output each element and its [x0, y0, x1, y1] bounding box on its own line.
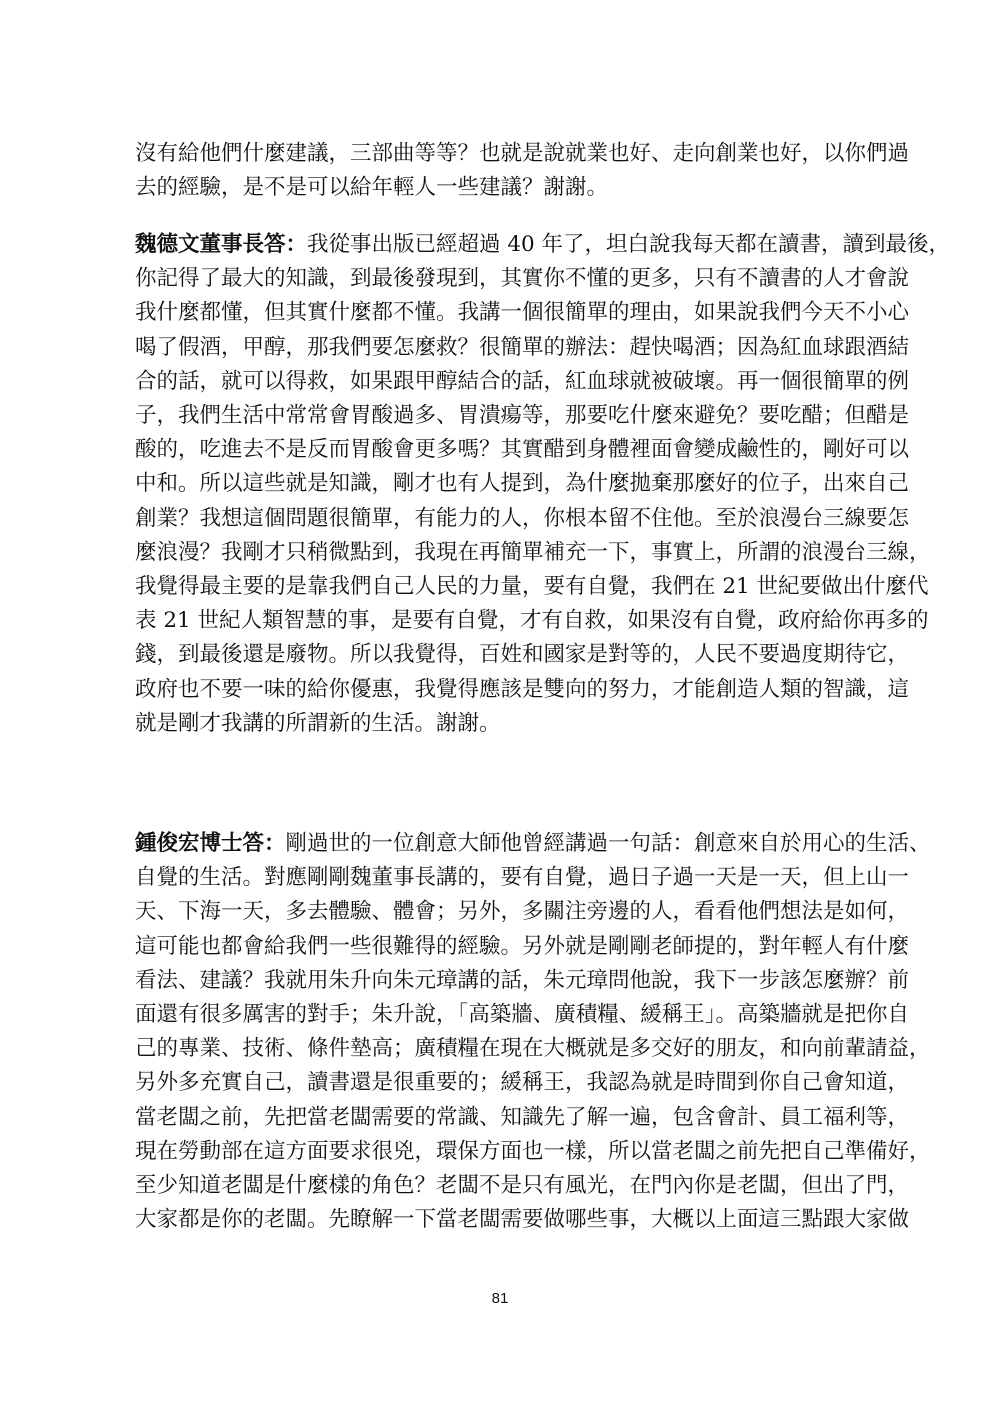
text-line — [135, 470, 910, 498]
line-text: 現在勞動部在這方面要求很兇，環保方面也一樣，所以當老闆之前先把自己準備好， — [135, 1138, 931, 1164]
text-line — [135, 140, 910, 168]
text-line — [135, 676, 910, 704]
line-text: 就是剛才我講的所謂新的生活。謝謝。 — [135, 710, 501, 736]
line-text: 剛過世的一位創意大師他曾經講過一句話：創意來自於用心的生活、 — [285, 831, 931, 856]
line-text: 我從事出版已經超過 40 年了，坦白說我每天都在讀書，讀到最後， — [307, 232, 951, 257]
line-text: 喝了假酒，甲醇，那我們要怎麼救？很簡單的辦法：趕快喝酒；因為紅血球跟酒結 — [135, 334, 910, 360]
line-text: 面還有很多厲害的對手；朱升說，「高築牆、廣積糧、緩稱王」。高築牆就是把你自 — [135, 1002, 910, 1027]
line-text: 大家都是你的老闆。先瞭解一下當老闆需要做哪些事，大概以上面這三點跟大家做 — [135, 1207, 910, 1233]
text-line — [135, 334, 910, 362]
line-text: 沒有給他們什麼建議，三部曲等等？也就是說就業也好、走向創業也好，以你們過 — [135, 141, 910, 166]
text-line — [135, 1001, 910, 1029]
line-text: 我什麼都懂，但其實什麼都不懂。我講一個很簡單的理由，如果說我們今天不小心 — [135, 300, 910, 326]
text-line — [135, 607, 929, 635]
line-text: 子，我們生活中常常會胃酸過多、胃潰瘍等，那要吃什麼來避免？要吃醋；但醋是 — [135, 403, 910, 428]
line-text: 自覺的生活。對應剛剛魏董事長講的，要有自覺，過日子過一天是一天，但上山一 — [135, 865, 910, 891]
text-line — [135, 505, 910, 533]
text-line — [135, 368, 910, 396]
text-line — [135, 1104, 910, 1132]
text-line — [135, 641, 910, 669]
speaker-label: 鍾俊宏博士答： — [135, 831, 286, 856]
line-text: 錢，到最後還是廢物。所以我覺得，百姓和國家是對等的，人民不要過度期待它， — [135, 642, 910, 668]
line-text: 我覺得最主要的是靠我們自己人民的力量，要有自覺，我們在 21 世紀要做出什麼代 — [135, 574, 929, 599]
page-number: 81 — [491, 1290, 509, 1307]
text-line — [135, 1035, 931, 1063]
line-text: 酸的，吃進去不是反而胃酸會更多嗎？其實醋到身體裡面會變成鹼性的，剛好可以 — [135, 437, 910, 463]
text-line — [135, 864, 910, 892]
line-text: 當老闆之前，先把當老闆需要的常識、知識先了解一遍，包含會計、員工福利等， — [135, 1104, 910, 1130]
text-line — [135, 573, 929, 601]
text-line — [135, 436, 910, 464]
line-text: 看法、建議？我就用朱升向朱元璋講的話，朱元璋問他說，我下一步該怎麼辦？前 — [135, 967, 910, 993]
text-line — [135, 539, 931, 567]
text-line — [135, 1138, 931, 1166]
text-line — [135, 1206, 910, 1234]
text-line — [135, 402, 910, 430]
text-line — [135, 299, 910, 327]
speaker-label: 魏德文董事長答： — [135, 232, 308, 257]
text-line — [135, 710, 867, 738]
line-text: 政府也不要一味的給你優惠，我覺得應該是雙向的努力，才能創造人類的智識，這 — [135, 676, 910, 702]
text-line — [135, 174, 867, 202]
line-text: 天、下海一天，多去體驗、體會；另外，多關注旁邊的人，看看他們想法是如何， — [135, 899, 910, 925]
line-text: 另外多充實自己，讀書還是很重要的；緩稱王，我認為就是時間到你自己會知道， — [135, 1070, 910, 1096]
line-text: 這可能也都會給我們一些很難得的經驗。另外就是剛剛老師提的，對年輕人有什麼 — [135, 933, 910, 959]
line-text: 至少知道老闆是什麼樣的角色？老闆不是只有風光，在門內你是老闆，但出了門， — [135, 1173, 910, 1198]
text-line — [135, 830, 931, 858]
line-text: 表 21 世紀人類智慧的事，是要有自覺，才有自救，如果沒有自覺，政府給你再多的 — [135, 608, 929, 634]
line-text: 中和。所以這些就是知識，剛才也有人提到，為什麼拋棄那麼好的位子，出來自己 — [135, 471, 910, 497]
line-text: 己的專業、技術、條件墊高；廣積糧在現在大概就是多交好的朋友，和向前輩請益， — [135, 1036, 931, 1062]
text-line — [135, 898, 910, 926]
text-line — [135, 231, 951, 259]
line-text: 麼浪漫？我剛才只稍微點到，我現在再簡單補充一下，事實上，所謂的浪漫台三線， — [135, 539, 931, 565]
text-line — [135, 1172, 910, 1200]
text-line — [135, 933, 910, 961]
line-text: 創業？我想這個問題很簡單，有能力的人，你根本留不住他。至於浪漫台三線要怎 — [135, 505, 910, 531]
text-line — [135, 265, 910, 293]
line-text: 合的話，就可以得救，如果跟甲醇結合的話，紅血球就被破壞。再一個很簡單的例 — [135, 368, 910, 394]
text-line — [135, 967, 910, 995]
line-text: 去的經驗，是不是可以給年輕人一些建議？謝謝。 — [135, 175, 609, 201]
line-text: 你記得了最大的知識，到最後發現到，其實你不懂的更多，只有不讀書的人才會說 — [135, 266, 910, 292]
text-line — [135, 1069, 910, 1097]
